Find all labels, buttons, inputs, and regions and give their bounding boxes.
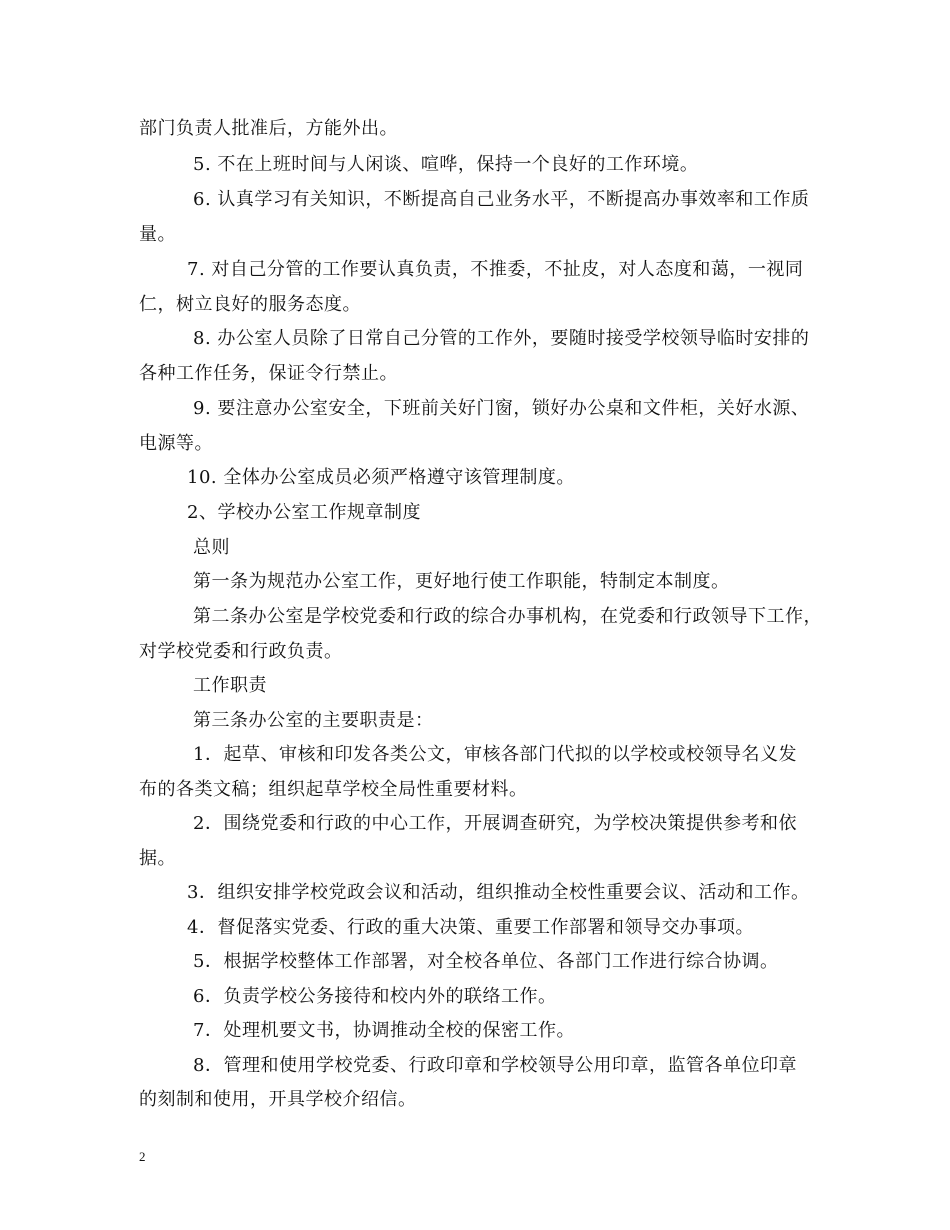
paragraph-line: 仁，树立良好的服务态度。	[139, 294, 361, 315]
paragraph-line: 第一条为规范办公室工作，更好地行使工作职能，特制定本制度。	[193, 571, 730, 592]
paragraph-line: 对学校党委和行政负责。	[139, 641, 343, 662]
subsection-heading: 工作职责	[193, 675, 267, 696]
paragraph-line: 部门负责人批准后，方能外出。	[139, 118, 398, 139]
paragraph-line: 10. 全体办公室成员必须严格遵守该管理制度。	[187, 467, 575, 488]
subsection-heading: 总则	[193, 537, 230, 558]
paragraph-line: 第三条办公室的主要职责是：	[193, 710, 434, 731]
paragraph-line: 3．组织安排学校党政会议和活动，组织推动全校性重要会议、活动和工作。	[187, 882, 810, 903]
paragraph-line: 7. 对自己分管的工作要认真负责，不推委，不扯皮，对人态度和蔼，一视同	[187, 259, 804, 280]
paragraph-line: 5．根据学校整体工作部署，对全校各单位、各部门工作进行综合协调。	[193, 951, 779, 972]
paragraph-line: 1．起草、审核和印发各类公文，审核各部门代拟的以学校或校领导名义发	[193, 744, 797, 765]
paragraph-line: 据。	[139, 848, 176, 869]
page-number: 2	[139, 1149, 146, 1164]
paragraph-line: 4．督促落实党委、行政的重大决策、重要工作部署和领导交办事项。	[187, 917, 754, 938]
paragraph-line: 8．管理和使用学校党委、行政印章和学校领导公用印章，监管各单位印章	[193, 1055, 797, 1076]
paragraph-line: 6．负责学校公务接待和校内外的联络工作。	[193, 986, 557, 1007]
paragraph-line: 8. 办公室人员除了日常自己分管的工作外，要随时接受学校领导临时安排的	[193, 328, 810, 349]
paragraph-line: 布的各类文稿；组织起草学校全局性重要材料。	[139, 779, 528, 800]
paragraph-line: 7．处理机要文书，协调推动全校的保密工作。	[193, 1020, 575, 1041]
paragraph-line: 电源等。	[139, 433, 213, 454]
paragraph-line: 5. 不在上班时间与人闲谈、喧哗，保持一个良好的工作环境。	[193, 154, 699, 175]
paragraph-line: 2．围绕党委和行政的中心工作，开展调查研究，为学校决策提供参考和依	[193, 813, 797, 834]
paragraph-line: 9. 要注意办公室安全，下班前关好门窗，锁好办公桌和文件柜，关好水源、	[193, 398, 810, 419]
section-heading: 2、学校办公室工作规章制度	[187, 502, 421, 523]
paragraph-line: 的刻制和使用，开具学校介绍信。	[139, 1089, 417, 1110]
paragraph-line: 各种工作任务，保证令行禁止。	[139, 363, 398, 384]
paragraph-line: 量。	[139, 224, 176, 245]
paragraph-line: 第二条办公室是学校党委和行政的综合办事机构，在党委和行政领导下工作，	[193, 606, 822, 627]
paragraph-line: 6. 认真学习有关知识，不断提高自己业务水平，不断提高办事效率和工作质	[193, 189, 810, 210]
